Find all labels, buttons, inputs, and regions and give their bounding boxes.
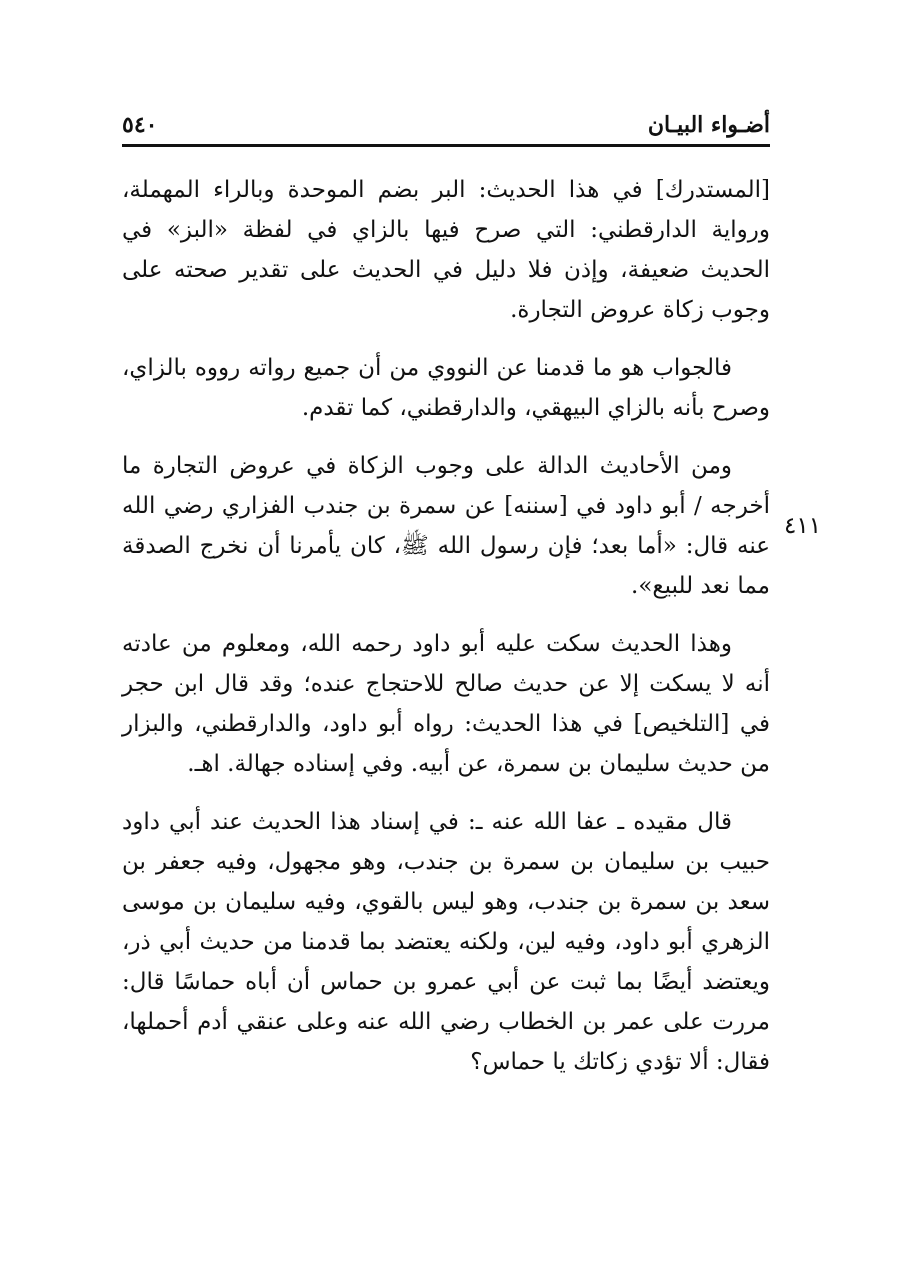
body-text <box>122 170 770 1100</box>
page-number: ٥٤٠ <box>122 112 158 138</box>
running-title: أضـواء البيـان <box>647 112 770 138</box>
paragraph: ومن الأحاديث الدالة على وجوب الزكاة في عروض التجارة ما أخرجه / أبو داود في [سننه] عن سمرة بن جندب الفزاري رضي الله عنه قال: «أما بعد؛ فإن رسول الله ﷺ، كان يأمرنا أن نخرج الصدقة مما نعد للبيع». <box>122 453 770 599</box>
page-header <box>122 104 770 147</box>
margin-page-marker: ٤١١ <box>784 513 822 539</box>
paragraph: وهذا الحديث سكت عليه أبو داود رحمه الله، ومعلوم من عادته أنه لا يسكت إلا عن حديث صالح للاحتجاج عنده؛ وقد قال ابن حجر في [التلخيص] في هذا الحديث: رواه أبو داود، والدارقطني، والبزار من حديث سليمان بن سمرة، عن أبيه. وفي إسناده جهالة. اهـ. <box>122 631 770 777</box>
paragraph: [المستدرك] في هذا الحديث: البر بضم الموحدة وبالراء المهملة، ورواية الدارقطني: التي صرح فيها بالزاي في لفظة «البز» في الحديث ضعيفة، وإذن فلا دليل في الحديث على تقدير صحته على وجوب زكاة عروض التجارة. <box>122 177 770 323</box>
paragraph: قال مقيده ـ عفا الله عنه ـ: في إسناد هذا الحديث عند أبي داود حبيب بن سليمان بن سمرة بن جندب، وهو مجهول، وفيه جعفر بن سعد بن سمرة بن جندب، وهو ليس بالقوي، وفيه سليمان بن موسى الزهري أبو داود، وفيه لين، ولكنه يعتضد بما قدمنا من حديث أبي ذر، ويعتضد أيضًا بما ثبت عن أبي عمرو بن حماس أن أباه حماسًا قال: مررت على عمر بن الخطاب رضي الله عنه وعلى عنقي أدم أحملها، فقال: ألا تؤدي زكاتك يا حماس؟ <box>122 809 770 1075</box>
paragraph: فالجواب هو ما قدمنا عن النووي من أن جميع رواته رووه بالزاي، وصرح بأنه بالزاي البيهقي، والدارقطني، كما تقدم. <box>122 355 770 421</box>
